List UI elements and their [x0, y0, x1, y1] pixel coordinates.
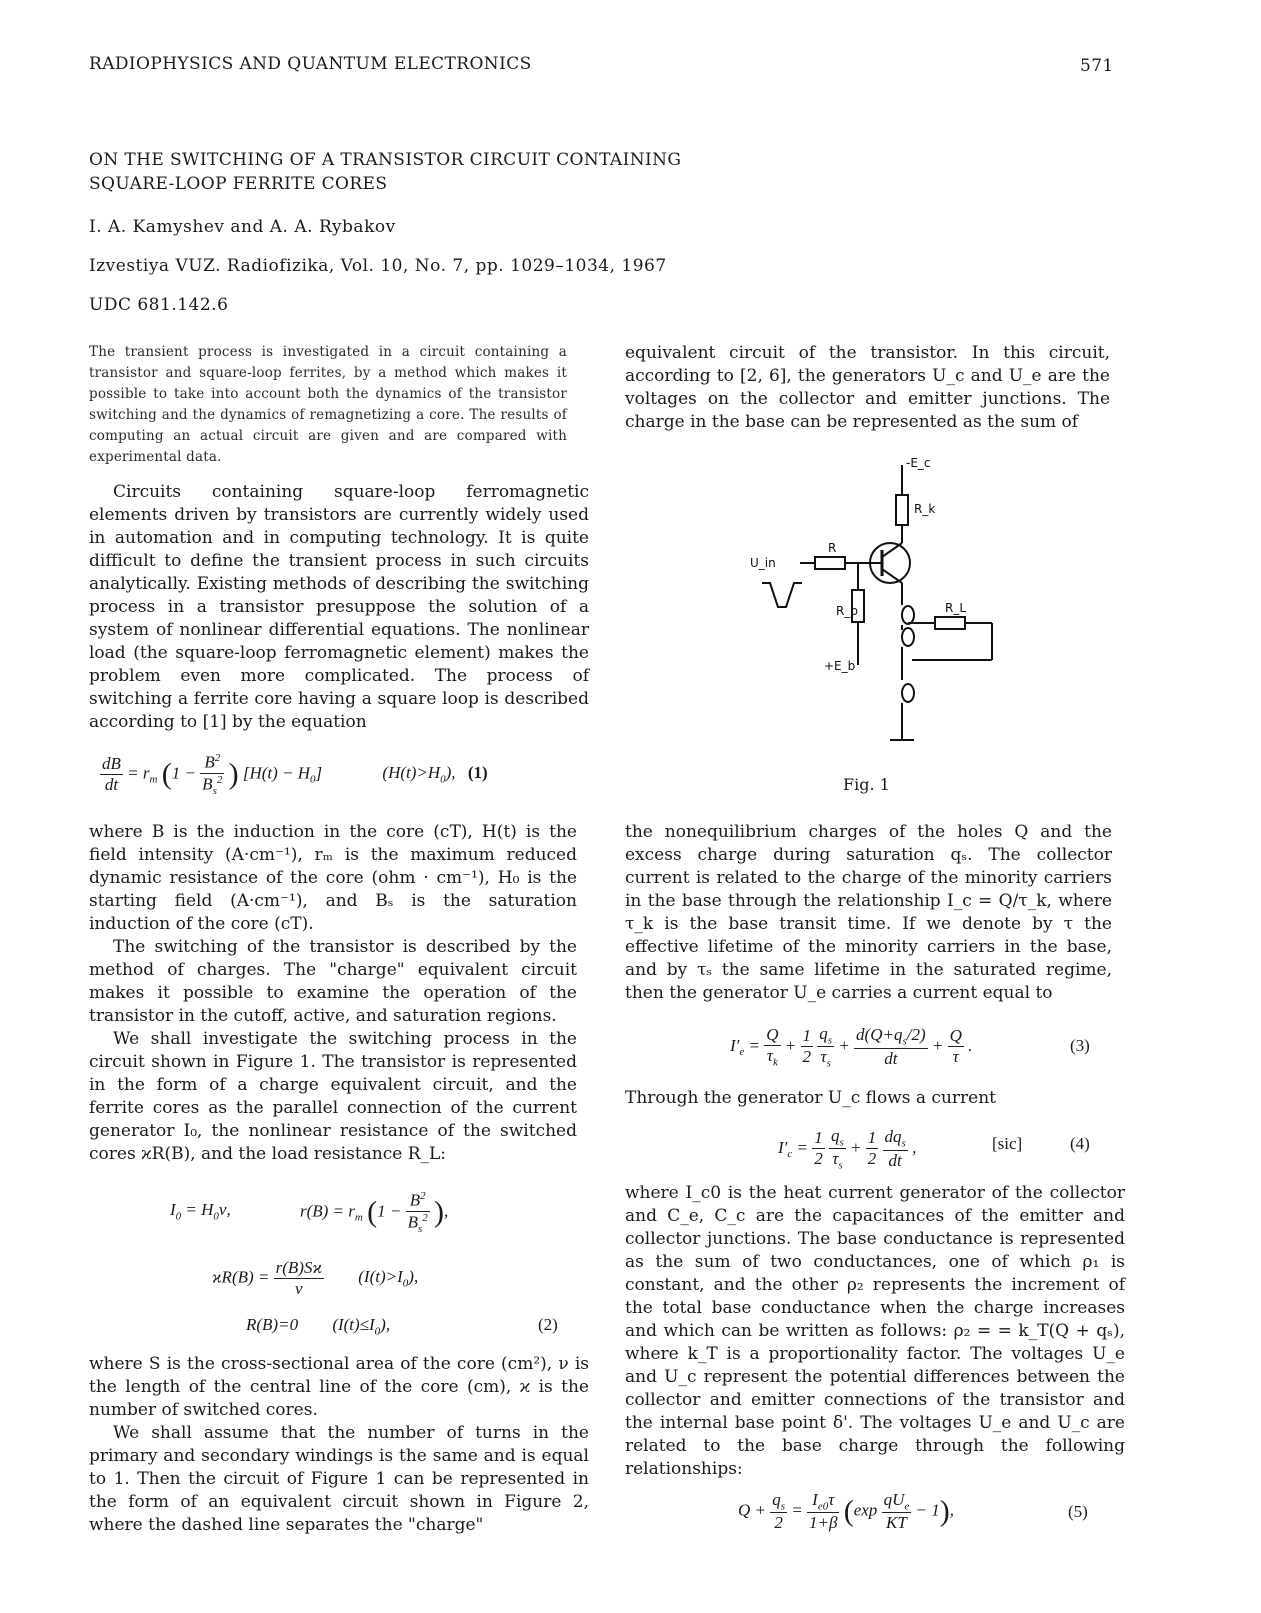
equation-4-sic: [sic]: [992, 1134, 1023, 1153]
intro-paragraph: Circuits containing square-loop ferromagnetic elements driven by transistors are currently widely used in automation and in computing technology. It is quite difficult to define the transient process in such circuits analytically. Existing methods of describing the switching process in a transistor presuppose the solution of a system of nonlinear differential equations. The nonlinear load (the square-loop ferromagnetic element) makes the problem even more complicated. The process of switching a ferrite core having a square loop is described according to [1] by the equation: [89, 482, 589, 732]
left-para-1: [89, 481, 589, 734]
equation-2b: $r(B) = r_m$ (1 − $\frac{B^2}{B_s^2}$ ),: [300, 1190, 449, 1235]
label-rk: R_k: [914, 502, 936, 516]
source-citation: Izvestiya VUZ. Radiofizika, Vol. 10, No. 7, pp. 1029–1034, 1967: [89, 256, 667, 276]
left-para-2: [89, 821, 577, 1166]
equation-4-number: (4): [1070, 1134, 1090, 1153]
article-title: [89, 148, 681, 196]
page-number: 571: [1080, 56, 1114, 76]
equation-2c: ϰR(B) = $\frac{r(B)Sϰ}{\nu}$ $(I(t)>I_0)$,: [212, 1258, 419, 1298]
label-ec: -E_c: [906, 456, 931, 470]
label-rb: R_b: [836, 604, 858, 618]
definitions-paragraph: where B is the induction in the core (cT), H(t) is the field intensity (A·cm⁻¹), rₘ is the maximum reduced dynamic resistance of the core (ohm · cm⁻¹), H₀ is the starting field (A·cm⁻¹), and Bₛ is the saturation induction of the core (cT).: [89, 822, 577, 934]
charge-method-paragraph: The switching of the transistor is described by the method of charges. The "charge" equivalent circuit makes it possible to examine the operation of the transistor in the cutoff, active, and saturation regions.: [89, 937, 577, 1026]
area-definition-paragraph: where S is the cross-sectional area of the core (cm²), ν is the length of the central line of the core (cm), ϰ is the number of switched cores.: [89, 1354, 589, 1420]
equation-3-number: (3): [1070, 1036, 1090, 1055]
title-line-2: SQUARE-LOOP FERRITE CORES: [89, 174, 388, 194]
title-line-1: ON THE SWITCHING OF A TRANSISTOR CIRCUIT CONTAINING: [89, 150, 682, 170]
right-para-3: Through the generator U_c flows a current: [625, 1088, 996, 1108]
label-r: R: [828, 541, 837, 555]
label-rl: R_L: [945, 601, 967, 615]
equation-2-number: (2): [538, 1315, 558, 1334]
right-para-4: where I_c0 is the heat current generator of the collector and C_e, C_c are the capacitances of the emitter and collector junctions. The base conductance is represented as the sum of two conductances, one of which ρ₁ is constant, and the other ρ₂ represents the increment of the total base conductance when the charge increases and which can be written as follows: ρ₂ = = k_T(Q + qₛ), where k_T is a proportionality factor. The voltages U_e and U_c represent the potential differences between the collector and emitter connections of the transistor and the internal base point δ'. The voltages U_e and U_c are related to the base charge through the following relationships:: [625, 1183, 1125, 1479]
equation-2d: R(B)=0 $(I(t)\le I_0)$, (2): [246, 1315, 558, 1338]
equation-5: Q + $\frac{q_s}{2}$ = $\frac{I_{e0}\tau}{1+\beta}$ (exp $\frac{qU_e}{KT}$ − 1), (5): [738, 1490, 1088, 1533]
journal-header: RADIOPHYSICS AND QUANTUM ELECTRONICS: [89, 54, 532, 74]
udc-code: UDC 681.142.6: [89, 295, 229, 315]
equation-1-number: (1): [467, 763, 488, 783]
equation-5-number: (5): [1068, 1502, 1088, 1521]
right-para-2: the nonequilibrium charges of the holes Q and the excess charge during saturation qₛ. The collector current is related to the charge of the minority carriers in the base through the relationship I_c = Q/τ_k, where τ_k is the base transit time. If we denote by τ the effective lifetime of the minority carriers in the base, and by τₛ the same lifetime in the saturated regime, then the generator U_e carries a current equal to: [625, 822, 1112, 1003]
turns-paragraph: We shall assume that the number of turns in the primary and secondary windings is the same and is equal to 1. Then the circuit of Figure 1 can be represented in the form of an equivalent circuit shown in Figure 2, where the dashed line separates the "charge": [89, 1423, 589, 1535]
equation-1: $\frac{dB}{dt}$ = $r_m$ (1 − $\frac{B^2}{B_s^2}$ ) $[H(t) - H_0]$ $(H(t)>H_0)$, (1): [102, 752, 488, 797]
equation-2a: $I_0 = H_0\nu$,: [170, 1200, 231, 1223]
equation-3: $I'_e$ = $\frac{Q}{\tau_k}$ + $\frac{1}{2}$ $\frac{q_s}{\tau_s}$ + $\frac{d(Q+q_s/2)}{dt}$ + $\frac{Q}{\tau}$ . (3): [730, 1024, 1090, 1070]
figure-1-circuit-diagram: [740, 455, 1010, 750]
left-para-3: [89, 1353, 589, 1537]
authors: I. A. Kamyshev and A. A. Rybakov: [89, 217, 396, 237]
circuit-paragraph: We shall investigate the switching process in the circuit shown in Figure 1. The transistor is represented in the form of a charge equivalent circuit, and the ferrite cores as the parallel connection of the current generator I₀, the nonlinear resistance of the switched cores ϰR(B), and the load resistance R_L:: [89, 1029, 577, 1164]
right-para-1: equivalent circuit of the transistor. In this circuit, according to [2, 6], the generators U_c and U_e are the voltages on the collector and emitter junctions. The charge in the base can be represented as the sum of: [625, 343, 1110, 432]
label-uin: U_in: [750, 556, 776, 570]
figure-1-caption: Fig. 1: [843, 775, 890, 794]
equation-4: $I'_c$ = $\frac{1}{2}$ $\frac{q_s}{\tau_s}$ + $\frac{1}{2}$ $\frac{dq_s}{dt}$ , [sic] (4): [778, 1126, 1090, 1172]
label-eb: +E_b: [824, 659, 856, 673]
abstract: The transient process is investigated in a circuit containing a transistor and square-loop ferrites, by a method which makes it possible to take into account both the dynamics of the transistor switching and the dynamics of remagnetizing a core. The results of computing an actual circuit are given and are compared with experimental data.: [89, 344, 567, 465]
